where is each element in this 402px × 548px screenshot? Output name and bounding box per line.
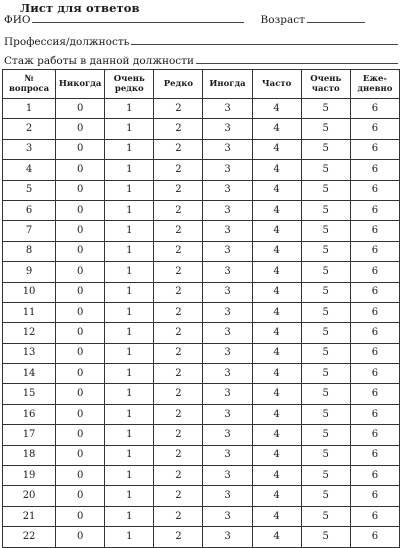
answer-option-cell[interactable]: 6 — [350, 221, 399, 241]
question-number-cell: 17 — [3, 425, 56, 445]
question-number-cell: 22 — [3, 527, 56, 547]
profession-label: Профессия/должность — [4, 36, 130, 48]
answer-option-cell[interactable]: 5 — [301, 384, 350, 404]
question-number-cell: 2 — [3, 119, 56, 139]
answer-option-cell[interactable]: 2 — [154, 221, 203, 241]
question-number-cell: 9 — [3, 262, 56, 282]
age-label: Возраст — [260, 14, 305, 26]
answer-option-cell[interactable]: 1 — [105, 425, 154, 445]
answers-table — [2, 69, 400, 548]
answer-option-cell[interactable]: 5 — [301, 119, 350, 139]
answer-option-cell[interactable]: 2 — [154, 241, 203, 261]
answer-option-cell[interactable]: 4 — [252, 221, 301, 241]
answer-option-cell[interactable]: 1 — [105, 160, 154, 180]
answer-option-cell[interactable]: 3 — [203, 139, 252, 159]
table-body — [3, 99, 400, 548]
answer-option-cell[interactable]: 3 — [203, 343, 252, 363]
table-header-row — [3, 70, 400, 99]
answer-option-cell[interactable]: 0 — [56, 262, 105, 282]
table-row — [3, 119, 400, 139]
question-number-cell: 1 — [3, 99, 56, 119]
answer-option-cell[interactable]: 6 — [350, 241, 399, 261]
question-number-cell: 16 — [3, 404, 56, 424]
question-number-cell: 21 — [3, 506, 56, 526]
answer-option-cell[interactable]: 4 — [252, 302, 301, 322]
answer-option-cell[interactable]: 3 — [203, 221, 252, 241]
answer-option-cell[interactable]: 3 — [203, 445, 252, 465]
answer-option-cell[interactable]: 4 — [252, 262, 301, 282]
answer-option-cell[interactable]: 1 — [105, 527, 154, 547]
answer-option-cell[interactable]: 0 — [56, 506, 105, 526]
answer-option-cell[interactable]: 5 — [301, 527, 350, 547]
header-sometimes: Иногда — [203, 70, 252, 99]
header-very-rarely: Очень редко — [105, 70, 154, 99]
table-row — [3, 343, 400, 363]
answer-option-cell[interactable]: 5 — [301, 221, 350, 241]
answer-option-cell[interactable]: 3 — [203, 180, 252, 200]
page-title: Лист для ответов — [20, 1, 140, 15]
answer-option-cell[interactable]: 3 — [203, 241, 252, 261]
answer-option-cell[interactable]: 1 — [105, 302, 154, 322]
answer-option-cell[interactable]: 6 — [350, 404, 399, 424]
question-number-cell: 15 — [3, 384, 56, 404]
table-row — [3, 364, 400, 384]
answer-option-cell[interactable]: 1 — [105, 343, 154, 363]
answer-option-cell[interactable]: 1 — [105, 384, 154, 404]
fio-label: ФИО — [4, 14, 31, 26]
answer-option-cell[interactable]: 3 — [203, 99, 252, 119]
question-number-cell: 7 — [3, 221, 56, 241]
answer-option-cell[interactable]: 4 — [252, 160, 301, 180]
answer-option-cell[interactable]: 1 — [105, 323, 154, 343]
answer-option-cell[interactable]: 5 — [301, 302, 350, 322]
answer-option-cell[interactable]: 5 — [301, 343, 350, 363]
answer-option-cell[interactable]: 5 — [301, 200, 350, 220]
answer-option-cell[interactable]: 2 — [154, 364, 203, 384]
answer-option-cell[interactable]: 2 — [154, 180, 203, 200]
answer-option-cell[interactable]: 5 — [301, 445, 350, 465]
answer-option-cell[interactable]: 0 — [56, 323, 105, 343]
answer-option-cell[interactable]: 2 — [154, 282, 203, 302]
question-number-cell: 13 — [3, 343, 56, 363]
answer-option-cell[interactable]: 6 — [350, 262, 399, 282]
table-row — [3, 384, 400, 404]
answer-option-cell[interactable]: 1 — [105, 404, 154, 424]
answer-option-cell[interactable]: 0 — [56, 466, 105, 486]
answer-option-cell[interactable]: 4 — [252, 404, 301, 424]
answer-option-cell[interactable]: 0 — [56, 180, 105, 200]
answer-option-cell[interactable]: 1 — [105, 99, 154, 119]
answer-option-cell[interactable]: 0 — [56, 139, 105, 159]
answer-option-cell[interactable]: 5 — [301, 241, 350, 261]
answer-option-cell[interactable]: 5 — [301, 262, 350, 282]
profession-field[interactable] — [131, 44, 398, 45]
answer-option-cell[interactable]: 2 — [154, 404, 203, 424]
answer-option-cell[interactable]: 2 — [154, 343, 203, 363]
answer-option-cell[interactable]: 6 — [350, 506, 399, 526]
answer-option-cell[interactable]: 2 — [154, 445, 203, 465]
header-rarely: Редко — [154, 70, 203, 99]
table-row — [3, 486, 400, 506]
question-number-cell: 19 — [3, 466, 56, 486]
answer-option-cell[interactable]: 4 — [252, 119, 301, 139]
answer-option-cell[interactable]: 0 — [56, 343, 105, 363]
table-row — [3, 466, 400, 486]
answer-option-cell[interactable]: 1 — [105, 200, 154, 220]
answer-option-cell[interactable]: 0 — [56, 221, 105, 241]
table-row — [3, 323, 400, 343]
answer-option-cell[interactable]: 6 — [350, 200, 399, 220]
answer-option-cell[interactable]: 3 — [203, 262, 252, 282]
answer-option-cell[interactable]: 1 — [105, 139, 154, 159]
question-number-cell: 11 — [3, 302, 56, 322]
answer-option-cell[interactable]: 5 — [301, 99, 350, 119]
answer-option-cell[interactable]: 1 — [105, 282, 154, 302]
answer-option-cell[interactable]: 6 — [350, 364, 399, 384]
answer-option-cell[interactable]: 6 — [350, 466, 399, 486]
answer-option-cell[interactable]: 3 — [203, 425, 252, 445]
answer-option-cell[interactable]: 0 — [56, 384, 105, 404]
answer-option-cell[interactable]: 2 — [154, 466, 203, 486]
table-row — [3, 139, 400, 159]
answer-option-cell[interactable]: 5 — [301, 466, 350, 486]
question-number-cell: 3 — [3, 139, 56, 159]
answer-option-cell[interactable]: 0 — [56, 200, 105, 220]
age-field[interactable] — [307, 22, 365, 23]
answer-option-cell[interactable]: 0 — [56, 364, 105, 384]
answer-option-cell[interactable]: 2 — [154, 302, 203, 322]
answer-option-cell[interactable]: 1 — [105, 221, 154, 241]
answer-option-cell[interactable]: 4 — [252, 445, 301, 465]
question-number-cell: 8 — [3, 241, 56, 261]
table-row — [3, 506, 400, 526]
question-number-cell: 20 — [3, 486, 56, 506]
answer-option-cell[interactable]: 4 — [252, 527, 301, 547]
table-row — [3, 160, 400, 180]
answer-option-cell[interactable]: 1 — [105, 364, 154, 384]
answer-option-cell[interactable]: 4 — [252, 241, 301, 261]
table-row — [3, 99, 400, 119]
answer-option-cell[interactable]: 1 — [105, 445, 154, 465]
table-row — [3, 241, 400, 261]
answer-option-cell[interactable]: 0 — [56, 486, 105, 506]
answer-option-cell[interactable]: 5 — [301, 323, 350, 343]
answer-option-cell[interactable]: 6 — [350, 425, 399, 445]
answer-option-cell[interactable]: 6 — [350, 384, 399, 404]
answer-option-cell[interactable]: 3 — [203, 282, 252, 302]
question-number-cell: 18 — [3, 445, 56, 465]
answer-option-cell[interactable]: 0 — [56, 527, 105, 547]
answer-option-cell[interactable]: 0 — [56, 445, 105, 465]
answer-option-cell[interactable]: 4 — [252, 282, 301, 302]
answer-option-cell[interactable]: 2 — [154, 527, 203, 547]
answer-option-cell[interactable]: 6 — [350, 282, 399, 302]
answer-option-cell[interactable]: 5 — [301, 180, 350, 200]
answer-option-cell[interactable]: 3 — [203, 200, 252, 220]
answer-option-cell[interactable]: 6 — [350, 527, 399, 547]
answer-option-cell[interactable]: 4 — [252, 200, 301, 220]
experience-label: Стаж работы в данной должности — [4, 55, 194, 67]
question-number-cell: 5 — [3, 180, 56, 200]
answer-option-cell[interactable]: 0 — [56, 119, 105, 139]
answer-option-cell[interactable]: 6 — [350, 180, 399, 200]
answer-option-cell[interactable]: 6 — [350, 445, 399, 465]
table-row — [3, 425, 400, 445]
answer-option-cell[interactable]: 1 — [105, 119, 154, 139]
answer-option-cell[interactable]: 6 — [350, 99, 399, 119]
table-row — [3, 445, 400, 465]
answer-option-cell[interactable]: 0 — [56, 425, 105, 445]
table-row — [3, 200, 400, 220]
answer-option-cell[interactable]: 6 — [350, 486, 399, 506]
answer-option-cell[interactable]: 4 — [252, 364, 301, 384]
answer-option-cell[interactable]: 2 — [154, 119, 203, 139]
header-question-number: № вопроса — [3, 70, 56, 99]
answer-option-cell[interactable]: 4 — [252, 99, 301, 119]
answer-option-cell[interactable]: 0 — [56, 302, 105, 322]
table-row — [3, 404, 400, 424]
answer-option-cell[interactable]: 6 — [350, 160, 399, 180]
answer-option-cell[interactable]: 0 — [56, 160, 105, 180]
answer-option-cell[interactable]: 2 — [154, 139, 203, 159]
answer-option-cell[interactable]: 4 — [252, 323, 301, 343]
answer-option-cell[interactable]: 5 — [301, 425, 350, 445]
answer-option-cell[interactable]: 2 — [154, 99, 203, 119]
answer-option-cell[interactable]: 4 — [252, 506, 301, 526]
answer-option-cell[interactable]: 3 — [203, 384, 252, 404]
answer-option-cell[interactable]: 3 — [203, 527, 252, 547]
table-row — [3, 527, 400, 547]
answer-option-cell[interactable]: 2 — [154, 160, 203, 180]
answer-option-cell[interactable]: 4 — [252, 343, 301, 363]
answer-option-cell[interactable]: 4 — [252, 466, 301, 486]
question-number-cell: 6 — [3, 200, 56, 220]
table-row — [3, 302, 400, 322]
table-row — [3, 282, 400, 302]
answer-option-cell[interactable]: 1 — [105, 241, 154, 261]
experience-field[interactable] — [196, 63, 398, 64]
answer-option-cell[interactable]: 6 — [350, 139, 399, 159]
answer-option-cell[interactable]: 6 — [350, 343, 399, 363]
answer-option-cell[interactable]: 2 — [154, 425, 203, 445]
answer-option-cell[interactable]: 1 — [105, 180, 154, 200]
answer-option-cell[interactable]: 0 — [56, 241, 105, 261]
experience-row — [4, 51, 398, 67]
answer-option-cell[interactable]: 2 — [154, 200, 203, 220]
answer-option-cell[interactable]: 0 — [56, 99, 105, 119]
answer-option-cell[interactable]: 3 — [203, 302, 252, 322]
header-never: Никогда — [56, 70, 105, 99]
answer-option-cell[interactable]: 4 — [252, 425, 301, 445]
answer-option-cell[interactable]: 1 — [105, 466, 154, 486]
table-row — [3, 221, 400, 241]
answer-option-cell[interactable]: 4 — [252, 139, 301, 159]
answer-option-cell[interactable]: 5 — [301, 160, 350, 180]
answer-option-cell[interactable]: 2 — [154, 486, 203, 506]
answer-option-cell[interactable]: 2 — [154, 384, 203, 404]
profession-row — [4, 32, 398, 48]
answer-option-cell[interactable]: 0 — [56, 282, 105, 302]
answer-option-cell[interactable]: 1 — [105, 262, 154, 282]
table-row — [3, 262, 400, 282]
answer-option-cell[interactable]: 6 — [350, 323, 399, 343]
answer-option-cell[interactable]: 3 — [203, 404, 252, 424]
question-number-cell: 4 — [3, 160, 56, 180]
answer-option-cell[interactable]: 6 — [350, 302, 399, 322]
answer-option-cell[interactable]: 3 — [203, 160, 252, 180]
answer-option-cell[interactable]: 2 — [154, 323, 203, 343]
answer-option-cell[interactable]: 0 — [56, 404, 105, 424]
answer-option-cell[interactable]: 5 — [301, 486, 350, 506]
answer-option-cell[interactable]: 3 — [203, 486, 252, 506]
answer-option-cell[interactable]: 3 — [203, 323, 252, 343]
question-number-cell: 12 — [3, 323, 56, 343]
answer-option-cell[interactable]: 2 — [154, 506, 203, 526]
answer-option-cell[interactable]: 4 — [252, 180, 301, 200]
answer-option-cell[interactable]: 5 — [301, 404, 350, 424]
answer-option-cell[interactable]: 5 — [301, 282, 350, 302]
question-number-cell: 14 — [3, 364, 56, 384]
answer-option-cell[interactable]: 5 — [301, 506, 350, 526]
answer-option-cell[interactable]: 4 — [252, 384, 301, 404]
answer-option-cell[interactable]: 3 — [203, 466, 252, 486]
header-very-often: Очень часто — [301, 70, 350, 99]
answer-option-cell[interactable]: 5 — [301, 364, 350, 384]
answer-option-cell[interactable]: 3 — [203, 364, 252, 384]
answer-option-cell[interactable]: 3 — [203, 119, 252, 139]
header-daily: Еже- дневно — [350, 70, 399, 99]
answer-option-cell[interactable]: 5 — [301, 139, 350, 159]
table-row — [3, 180, 400, 200]
answer-option-cell[interactable]: 2 — [154, 262, 203, 282]
question-number-cell: 10 — [3, 282, 56, 302]
answer-option-cell[interactable]: 4 — [252, 486, 301, 506]
answer-option-cell[interactable]: 3 — [203, 506, 252, 526]
answer-option-cell[interactable]: 6 — [350, 119, 399, 139]
answer-option-cell[interactable]: 1 — [105, 506, 154, 526]
answer-option-cell[interactable]: 1 — [105, 486, 154, 506]
header-often: Часто — [252, 70, 301, 99]
fio-age-row — [4, 10, 398, 26]
fio-field[interactable] — [32, 22, 244, 23]
